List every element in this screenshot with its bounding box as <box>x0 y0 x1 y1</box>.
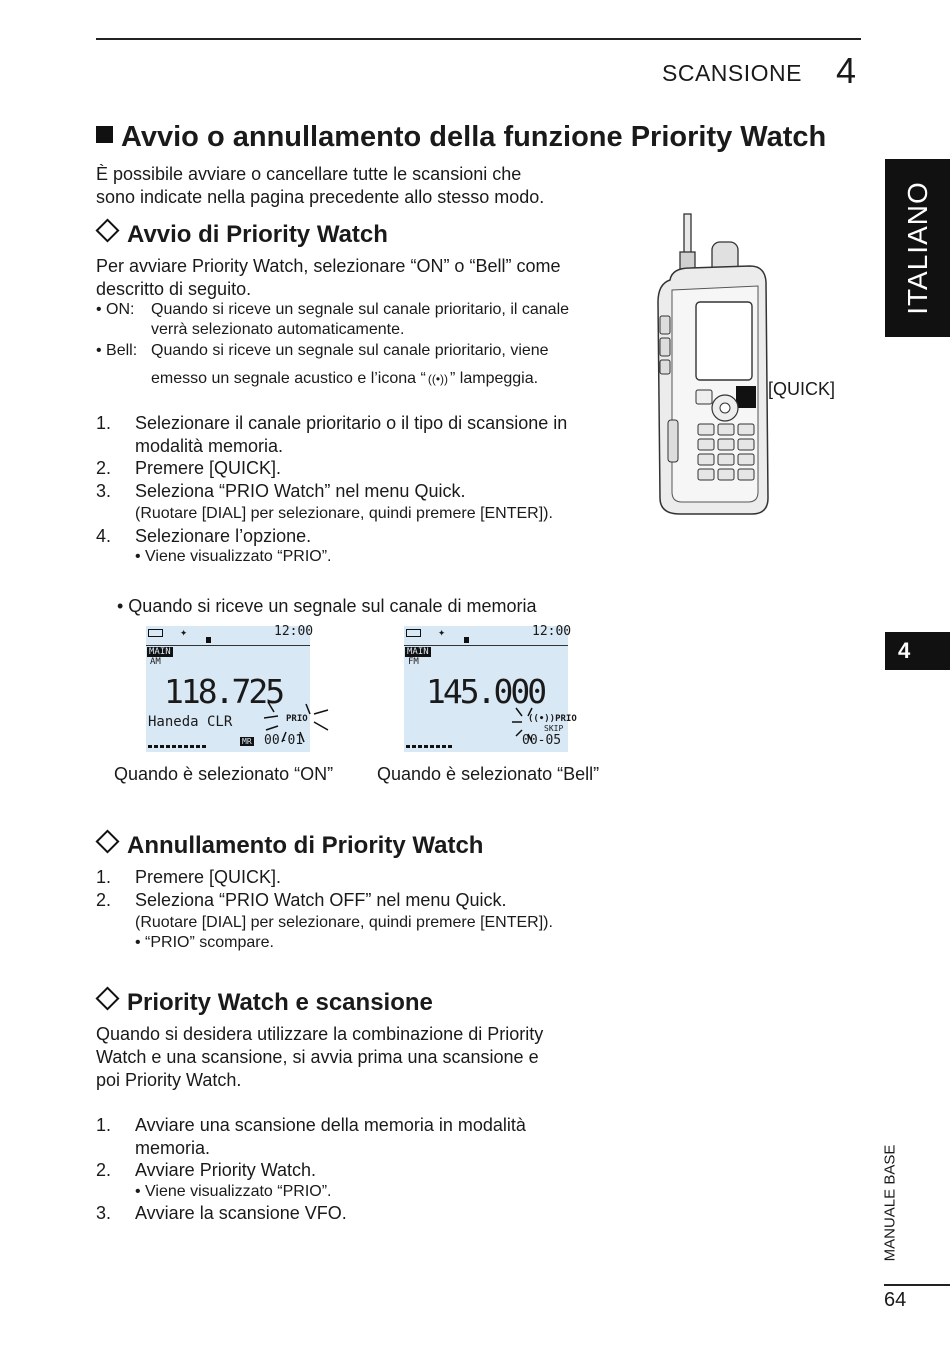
start-intro-line: descritto di seguito. <box>96 279 252 299</box>
blink-marks-icon <box>262 700 332 750</box>
step-number: 4. <box>96 526 112 546</box>
step-number: 3. <box>96 481 112 501</box>
step-number: 2. <box>96 1160 112 1180</box>
battery-icon <box>406 629 421 637</box>
subsection-title-start: Avvio di Priority Watch <box>96 221 388 249</box>
page-number: 64 <box>884 1289 907 1311</box>
lcd-divider <box>146 645 310 646</box>
step-text: Avviare la scansione VFO. <box>135 1203 347 1223</box>
step-text: Avviare Priority Watch. <box>135 1160 317 1180</box>
manual-label: MANUALE BASE <box>881 1144 899 1261</box>
top-rule <box>96 38 861 40</box>
section-title: Avvio o annullamento della funzione Priority Watch <box>96 121 826 154</box>
step-text: memoria. <box>135 1138 211 1158</box>
step-number: 1. <box>96 1115 112 1135</box>
step-text: Seleziona “PRIO Watch” nel menu Quick. <box>135 481 466 501</box>
lcd-display-bell <box>404 624 577 752</box>
step-number: 3. <box>96 1203 112 1223</box>
chapter-tab <box>885 632 950 670</box>
combo-intro-line: Watch e una scansione, si avvia prima una scansione e <box>96 1047 539 1067</box>
step-number: 2. <box>96 890 112 910</box>
lcd-mode: FM <box>408 657 419 667</box>
section-intro-line: È possibile avviare o cancellare tutte le scansioni che <box>96 164 522 184</box>
s-meter <box>148 745 208 748</box>
lcd-mode: AM <box>150 657 161 667</box>
combo-intro-line: poi Priority Watch. <box>96 1070 242 1090</box>
lcd-band: MAIN <box>149 647 171 657</box>
lcd-prio-flag: PRIO <box>286 714 308 724</box>
language-tab-label: ITALIANO <box>901 181 933 315</box>
lcd-bell-flag: ((•))PRIO <box>528 714 577 724</box>
display-caption: • Quando si riceve un segnale sul canale di memoria <box>117 596 537 616</box>
battery-icon <box>148 629 163 637</box>
language-tab <box>885 159 950 337</box>
diamond-icon <box>95 218 119 242</box>
s-meter <box>406 745 454 748</box>
blink-marks-icon <box>510 706 540 750</box>
step-note: • Viene visualizzato “PRIO”. <box>135 548 332 565</box>
combo-intro-line: Quando si desidera utilizzare la combinazione di Priority <box>96 1024 544 1044</box>
step-note: (Ruotare [DIAL] per selezionare, quindi premere [ENTER]). <box>135 914 553 931</box>
step-text: Premere [QUICK]. <box>135 458 282 478</box>
lcd-caption-bell: Quando è selezionato “Bell” <box>377 764 600 784</box>
signal-icon <box>206 637 211 643</box>
step-number: 1. <box>96 413 112 433</box>
lcd-mr-badge: MR <box>242 737 252 746</box>
gps-icon: ✦ <box>180 625 188 639</box>
square-bullet-icon <box>96 126 113 143</box>
bell-signal-icon: ((•)) <box>427 372 449 386</box>
signal-icon <box>464 637 469 643</box>
subsection-title-cancel: Annullamento di Priority Watch <box>96 832 483 860</box>
quick-key-label: [QUICK] <box>768 379 836 399</box>
bell-signal-icon: ((•)) <box>528 714 556 724</box>
step-text: Premere [QUICK]. <box>135 867 282 887</box>
step-text: Seleziona “PRIO Watch OFF” nel menu Quick. <box>135 890 507 910</box>
chapter-number: 4 <box>836 50 857 91</box>
gps-icon: ✦ <box>438 625 446 639</box>
step-note: • Viene visualizzato “PRIO”. <box>135 1183 332 1200</box>
bullet-on-text: verrà selezionato automaticamente. <box>151 321 405 338</box>
step-text: modalità memoria. <box>135 436 284 456</box>
lcd-divider <box>404 645 568 646</box>
lcd-time: 12:00 <box>274 624 314 639</box>
lcd-skip-flag: SKIP <box>544 724 564 733</box>
bullet-on-text: Quando si riceve un segnale sul canale prioritario, il canale <box>151 301 570 318</box>
start-intro-line: Per avviare Priority Watch, selezionare “ON” o “Bell” come <box>96 256 561 276</box>
subsection-title-combo: Priority Watch e scansione <box>96 989 433 1017</box>
bullet-bell-text: Quando si riceve un segnale sul canale prioritario, viene <box>151 342 549 359</box>
step-note: (Ruotare [DIAL] per selezionare, quindi premere [ENTER]). <box>135 505 553 522</box>
step-text: Selezionare il canale prioritario o il tipo di scansione in <box>135 413 568 433</box>
chapter-title: SCANSIONE <box>662 60 802 86</box>
diamond-icon <box>95 829 119 853</box>
step-text: Selezionare l’opzione. <box>135 526 312 546</box>
lcd-band: MAIN <box>407 647 429 657</box>
step-note: • “PRIO” scompare. <box>135 934 274 951</box>
bullet-bell: • Bell: <box>96 342 138 359</box>
lcd-frequency: 145.000 <box>426 672 545 711</box>
step-number: 2. <box>96 458 112 478</box>
page-rule <box>884 1284 950 1286</box>
section-intro-line: sono indicate nella pagina precedente allo stesso modo. <box>96 187 545 207</box>
lcd-caption-on: Quando è selezionato “ON” <box>114 764 334 784</box>
lcd-time: 12:00 <box>532 624 572 639</box>
lcd-channel-number: 00-05 <box>522 733 562 748</box>
step-text: Avviare una scansione della memoria in modalità <box>135 1115 526 1135</box>
bullet-bell-text: emesso un segnale acustico e l’icona “ ((•)) ” lampeggia. <box>151 370 539 387</box>
lcd-channel-number: 00-01 <box>264 733 304 748</box>
step-number: 1. <box>96 867 112 887</box>
radio-illustration <box>650 212 775 522</box>
lcd-channel-name: Haneda CLR <box>148 714 233 730</box>
lcd-frequency: 118.725 <box>164 672 283 711</box>
bullet-on: • ON: <box>96 301 135 318</box>
chapter-tab-label: 4 <box>898 638 911 663</box>
diamond-icon <box>95 986 119 1010</box>
